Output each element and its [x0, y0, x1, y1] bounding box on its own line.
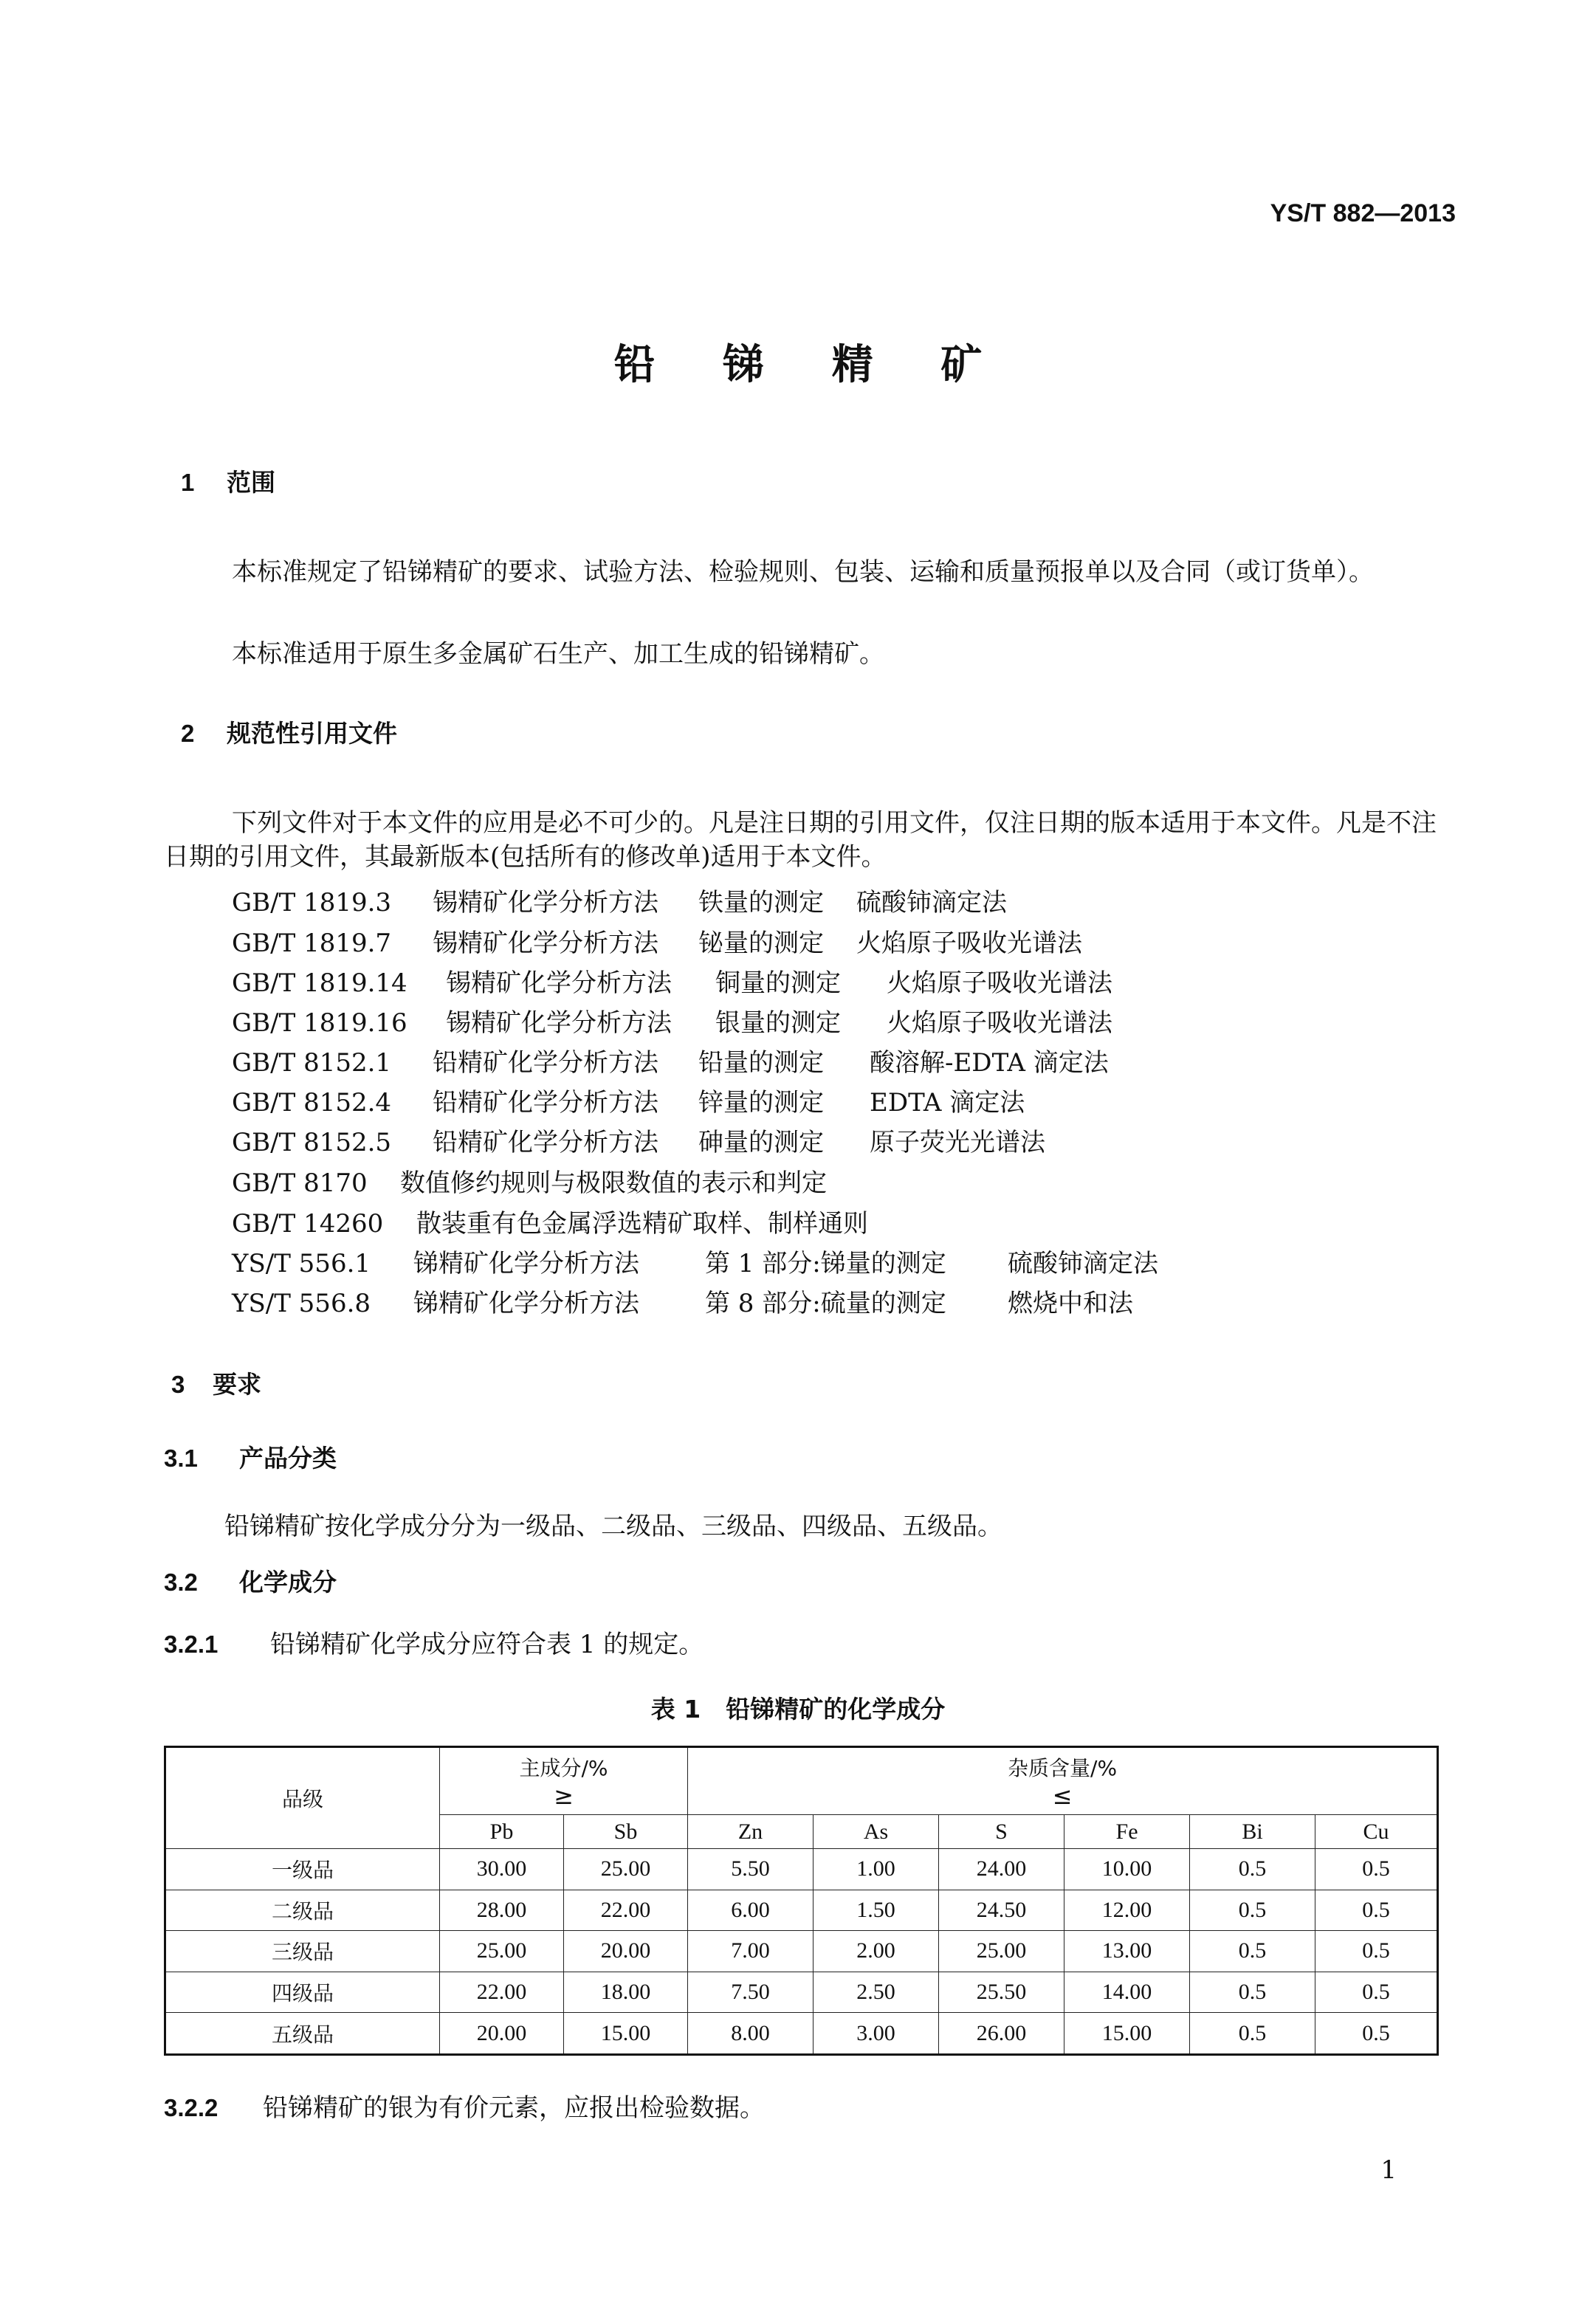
- reference-title: 锡精矿化学分析方法: [433, 888, 658, 917]
- reference-title: 锑精矿化学分析方法: [413, 1249, 639, 1278]
- value-cell: 0.5: [1190, 1931, 1315, 1972]
- value-cell: 0.5: [1315, 1931, 1438, 1972]
- reference-item-name: 第 1 部分:锑量的测定: [705, 1249, 946, 1278]
- section-2-title: 规范性引用文件: [227, 719, 397, 748]
- section-2-heading: [181, 715, 397, 749]
- reference-method: 火焰原子吸收光谱法: [887, 968, 1112, 998]
- reference-item: [232, 1082, 1025, 1118]
- reference-item-name: 铋量的测定: [698, 929, 824, 958]
- reference-title: 铅精矿化学分析方法: [433, 1088, 658, 1118]
- reference-item: [232, 923, 1082, 959]
- reference-title: 锑精矿化学分析方法: [413, 1289, 639, 1318]
- value-cell: 25.00: [564, 1849, 688, 1890]
- reference-title: 锡精矿化学分析方法: [433, 929, 658, 958]
- column-header-pb: Pb: [440, 1815, 564, 1849]
- reference-title: 锡精矿化学分析方法: [446, 1008, 672, 1038]
- reference-method: 硫酸铈滴定法: [1008, 1249, 1158, 1278]
- table-1-caption: [0, 1690, 1596, 1725]
- value-cell: 20.00: [440, 2013, 564, 2055]
- value-cell: 15.00: [1064, 2013, 1190, 2055]
- value-cell: 0.5: [1190, 2013, 1315, 2055]
- value-cell: 15.00: [564, 2013, 688, 2055]
- section-1-title: 范围: [227, 468, 275, 497]
- reference-item: [232, 1243, 1158, 1279]
- value-cell: 0.5: [1190, 1849, 1315, 1890]
- table-row: [165, 1972, 1438, 2013]
- grade-cell: 三级品: [165, 1931, 440, 1972]
- section-3-2-1-number: 3.2.1: [164, 1631, 219, 1658]
- reference-method: 燃烧中和法: [1008, 1289, 1133, 1318]
- column-header-s: S: [939, 1815, 1064, 1849]
- section-3-2-1-paragraph: [164, 1624, 704, 1660]
- table-1-caption-number: 表 1: [650, 1695, 701, 1724]
- reference-item: [232, 882, 1007, 918]
- reference-item-name: 铜量的测定: [715, 968, 841, 998]
- value-cell: 1.00: [814, 1849, 939, 1890]
- grade-cell: 四级品: [165, 1972, 440, 2013]
- section-3-2-heading: [164, 1563, 337, 1598]
- reference-code: GB/T 1819.7: [232, 929, 392, 958]
- column-header-zn: Zn: [688, 1815, 814, 1849]
- section-3-2-2-text: 铅锑精矿的银为有价元素，应报出检验数据。: [263, 2093, 765, 2123]
- section-1-heading: [181, 464, 275, 498]
- value-cell: 24.50: [939, 1890, 1064, 1931]
- value-cell: 25.00: [939, 1931, 1064, 1972]
- document-title: 铅 锑 精 矿: [613, 340, 1009, 389]
- value-cell: 25.50: [939, 1972, 1064, 2013]
- value-cell: 8.00: [688, 2013, 814, 2055]
- page-number: 1: [1380, 2155, 1397, 2185]
- reference-title: 铅精矿化学分析方法: [433, 1128, 658, 1157]
- section-3-title: 要求: [213, 1370, 261, 1399]
- table-row: [165, 1849, 1438, 1890]
- reference-title: 数值修约规则与极限数值的表示和判定: [400, 1168, 827, 1198]
- reference-item: [232, 1122, 1045, 1158]
- section-1-paragraph-2: 本标准适用于原生多金属矿石生产、加工生成的铅锑精矿。: [232, 639, 884, 669]
- reference-item-name: 砷量的测定: [698, 1128, 824, 1157]
- table-row: [165, 1931, 1438, 1972]
- reference-item: [232, 1042, 1109, 1078]
- main-component-header: [440, 1747, 688, 1815]
- reference-method: EDTA 滴定法: [870, 1088, 1025, 1118]
- value-cell: 25.00: [440, 1931, 564, 1972]
- impurity-header: [688, 1747, 1438, 1815]
- reference-method: 火焰原子吸收光谱法: [887, 1008, 1112, 1038]
- reference-item-name: 第 8 部分:硫量的测定: [705, 1289, 946, 1318]
- standard-code: YS/T 882—2013: [1270, 199, 1456, 227]
- reference-code: GB/T 14260: [232, 1209, 384, 1239]
- section-3-heading: [171, 1366, 261, 1400]
- reference-code: GB/T 8152.5: [232, 1128, 392, 1157]
- reference-item-name: 铁量的测定: [698, 888, 824, 917]
- value-cell: 30.00: [440, 1849, 564, 1890]
- reference-title: 散装重有色金属浮选精矿取样、制样通则: [416, 1209, 868, 1239]
- reference-code: GB/T 1819.14: [232, 968, 407, 998]
- grade-cell: 五级品: [165, 2013, 440, 2055]
- value-cell: 18.00: [564, 1972, 688, 2013]
- section-3-2-2-number: 3.2.2: [164, 2094, 219, 2121]
- section-1-number: 1: [181, 469, 195, 496]
- value-cell: 0.5: [1315, 1972, 1438, 2013]
- value-cell: 7.50: [688, 1972, 814, 2013]
- impurity-label: 杂质含量/%: [1008, 1756, 1118, 1780]
- reference-item: [232, 1203, 868, 1239]
- section-3-2-1-text: 铅锑精矿化学成分应符合表 1 的规定。: [270, 1630, 704, 1659]
- value-cell: 1.50: [814, 1890, 939, 1931]
- section-3-1-number: 3.1: [164, 1445, 198, 1472]
- section-3-number: 3: [171, 1371, 185, 1398]
- section-3-1-heading: [164, 1439, 337, 1474]
- value-cell: 13.00: [1064, 1931, 1190, 1972]
- reference-method: 火焰原子吸收光谱法: [856, 929, 1082, 958]
- value-cell: 3.00: [814, 2013, 939, 2055]
- value-cell: 12.00: [1064, 1890, 1190, 1931]
- value-cell: 0.5: [1315, 2013, 1438, 2055]
- value-cell: 5.50: [688, 1849, 814, 1890]
- column-header-as: As: [814, 1815, 939, 1849]
- value-cell: 6.00: [688, 1890, 814, 1931]
- reference-item: [232, 1283, 1133, 1319]
- reference-method: 酸溶解-EDTA 滴定法: [870, 1048, 1109, 1078]
- reference-method: 原子荧光光谱法: [870, 1128, 1045, 1157]
- reference-code: GB/T 8152.4: [232, 1088, 392, 1118]
- value-cell: 22.00: [564, 1890, 688, 1931]
- value-cell: 20.00: [564, 1931, 688, 1972]
- reference-item: [232, 1002, 1112, 1039]
- section-2-number: 2: [181, 720, 195, 747]
- section-3-1-text: 铅锑精矿按化学成分分为一级品、二级品、三级品、四级品、五级品。: [224, 1512, 1002, 1541]
- reference-item-name: 铅量的测定: [698, 1048, 824, 1078]
- table-1-caption-text: 铅锑精矿的化学成分: [726, 1695, 946, 1724]
- reference-title: 锡精矿化学分析方法: [446, 968, 672, 998]
- value-cell: 2.50: [814, 1972, 939, 2013]
- reference-method: 硫酸铈滴定法: [856, 888, 1007, 917]
- value-cell: 26.00: [939, 2013, 1064, 2055]
- value-cell: 0.5: [1315, 1849, 1438, 1890]
- section-3-1-title: 产品分类: [239, 1444, 337, 1473]
- value-cell: 24.00: [939, 1849, 1064, 1890]
- reference-code: YS/T 556.1: [232, 1249, 371, 1278]
- table-header-row: [165, 1747, 1438, 1815]
- value-cell: 0.5: [1190, 1972, 1315, 2013]
- column-header-fe: Fe: [1064, 1815, 1190, 1849]
- reference-item: [232, 963, 1112, 999]
- column-header-cu: Cu: [1315, 1815, 1438, 1849]
- section-2-intro: 下列文件对于本文件的应用是必不可少的。凡是注日期的引用文件，仅注日期的版本适用于本文件。凡是不注日期的引用文件，其最新版本(包括所有的修改单)适用于本文件。: [164, 808, 1437, 872]
- reference-code: GB/T 8170: [232, 1168, 368, 1198]
- grade-cell: 一级品: [165, 1849, 440, 1890]
- reference-code: GB/T 1819.16: [232, 1008, 407, 1038]
- less-equal-symbol: ≤: [1052, 1782, 1073, 1810]
- table-row: [165, 2013, 1438, 2055]
- grade-header: 品级: [165, 1747, 440, 1849]
- column-header-bi: Bi: [1190, 1815, 1315, 1849]
- reference-code: YS/T 556.8: [232, 1289, 371, 1318]
- value-cell: 0.5: [1190, 1890, 1315, 1931]
- reference-code: GB/T 1819.3: [232, 888, 392, 917]
- chemical-composition-table: [164, 1746, 1439, 2056]
- section-3-2-2-paragraph: [164, 2087, 765, 2124]
- value-cell: 22.00: [440, 1972, 564, 2013]
- main-component-label: 主成分/%: [519, 1756, 608, 1780]
- reference-code: GB/T 8152.1: [232, 1048, 392, 1078]
- value-cell: 7.00: [688, 1931, 814, 1972]
- value-cell: 10.00: [1064, 1849, 1190, 1890]
- grade-cell: 二级品: [165, 1890, 440, 1931]
- value-cell: 28.00: [440, 1890, 564, 1931]
- reference-item-name: 锌量的测定: [698, 1088, 824, 1118]
- section-1-paragraph-1: 本标准规定了铅锑精矿的要求、试验方法、检验规则、包装、运输和质量预报单以及合同（或订货单）。: [232, 557, 1374, 587]
- reference-title: 铅精矿化学分析方法: [433, 1048, 658, 1078]
- table-row: [165, 1890, 1438, 1931]
- section-3-2-title: 化学成分: [239, 1568, 337, 1597]
- value-cell: 14.00: [1064, 1972, 1190, 2013]
- section-3-2-number: 3.2: [164, 1569, 198, 1596]
- reference-item: [232, 1163, 827, 1199]
- value-cell: 0.5: [1315, 1890, 1438, 1931]
- column-header-sb: Sb: [564, 1815, 688, 1849]
- reference-item-name: 银量的测定: [715, 1008, 841, 1038]
- greater-equal-symbol: ≥: [554, 1782, 574, 1810]
- value-cell: 2.00: [814, 1931, 939, 1972]
